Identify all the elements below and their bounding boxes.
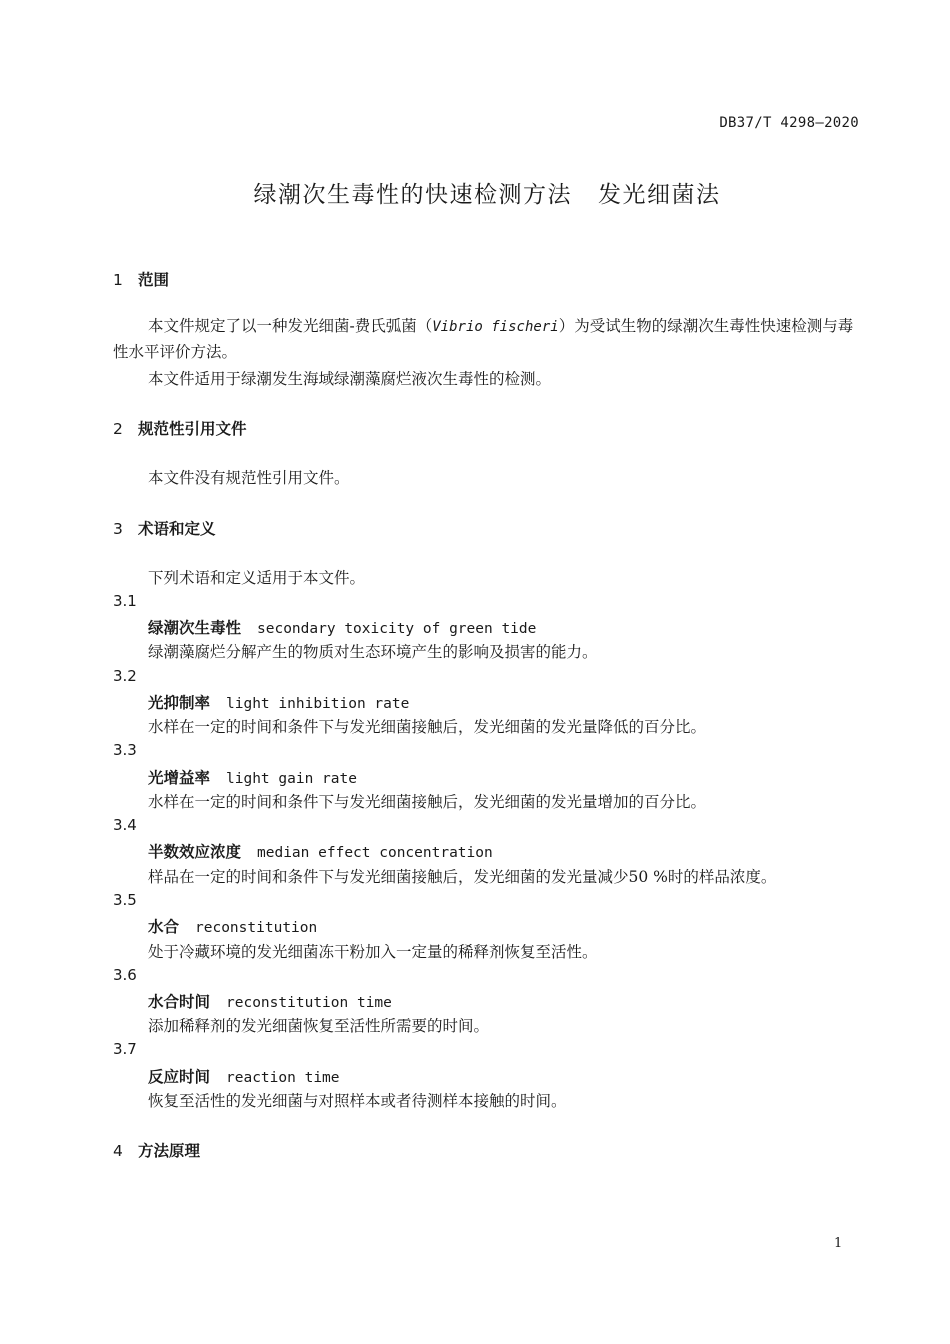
section-number: 4 (113, 1142, 123, 1160)
term-number: 3.6 (113, 966, 137, 984)
species-name: Vibrio fischeri (432, 319, 559, 335)
term-number: 3.2 (113, 667, 137, 685)
page-number: 1 (834, 1236, 843, 1251)
term-definition: 水样在一定的时间和条件下与发光细菌接触后，发光细菌的发光量增加的百分比。 (148, 793, 707, 811)
term-definition: 水样在一定的时间和条件下与发光细菌接触后，发光细菌的发光量降低的百分比。 (148, 718, 707, 736)
term-zh: 半数效应浓度 (148, 843, 242, 861)
term-zh: 绿潮次生毒性 (148, 619, 242, 637)
term-zh: 水合时间 (148, 993, 211, 1011)
term-definition: 样品在一定的时间和条件下与发光细菌接触后，发光细菌的发光量减少50 %时的样品浓度。 (148, 868, 777, 886)
term-definition: 绿潮藻腐烂分解产生的物质对生态环境产生的影响及损害的能力。 (148, 643, 598, 661)
term-heading (148, 915, 317, 937)
section-title: 规范性引用文件 (138, 420, 247, 438)
section-2-paragraph-1: 本文件没有规范性引用文件。 (148, 469, 350, 487)
term-number: 3.4 (113, 816, 137, 834)
title-main: 绿潮次生毒性的快速检测方法 (253, 182, 572, 208)
term-zh: 光抑制率 (148, 694, 211, 712)
term-zh: 光增益率 (148, 769, 211, 787)
term-en: reconstitution time (226, 995, 392, 1011)
term-en: secondary toxicity of green tide (257, 621, 537, 637)
term-heading (148, 840, 493, 862)
term-en: light inhibition rate (226, 696, 410, 712)
term-number: 3.1 (113, 592, 137, 610)
section-title: 范围 (138, 271, 170, 289)
term-heading (148, 616, 536, 638)
text-run: ）为受试生物的绿潮次生毒性快速检测与毒性水平评价方法。 (113, 317, 854, 361)
term-en: reaction time (226, 1070, 340, 1086)
section-number: 2 (113, 420, 123, 438)
term-en: light gain rate (226, 771, 357, 787)
page-title (0, 176, 950, 209)
term-definition: 处于冷藏环境的发光细菌冻干粉加入一定量的稀释剂恢复至活性。 (148, 943, 598, 961)
section-4-heading (113, 1139, 200, 1161)
term-heading (148, 1065, 340, 1087)
term-number: 3.7 (113, 1040, 137, 1058)
section-1-paragraph-2: 本文件适用于绿潮发生海域绿潮藻腐烂液次生毒性的检测。 (148, 370, 552, 388)
section-2-heading (113, 417, 247, 439)
document-code: DB37/T 4298—2020 (719, 115, 859, 131)
term-definition: 添加稀释剂的发光细菌恢复至活性所需要的时间。 (148, 1017, 490, 1035)
section-number: 1 (113, 271, 123, 289)
term-heading (148, 990, 392, 1012)
section-1-heading (113, 268, 169, 290)
term-zh: 水合 (148, 918, 180, 936)
section-3-intro: 下列术语和定义适用于本文件。 (148, 569, 366, 587)
section-title: 术语和定义 (138, 520, 216, 538)
term-definition: 恢复至活性的发光细菌与对照样本或者待测样本接触的时间。 (148, 1092, 567, 1110)
section-1-paragraph-1 (113, 314, 863, 365)
section-number: 3 (113, 520, 123, 538)
term-number: 3.3 (113, 741, 137, 759)
term-heading (148, 691, 409, 713)
term-en: reconstitution (195, 920, 318, 936)
section-title: 方法原理 (138, 1142, 201, 1160)
term-number: 3.5 (113, 891, 137, 909)
term-zh: 反应时间 (148, 1068, 211, 1086)
term-en: median effect concentration (257, 845, 493, 861)
section-3-heading (113, 517, 216, 539)
term-heading (148, 766, 357, 788)
text-run: 本文件规定了以一种发光细菌-费氏弧菌（ (148, 317, 433, 335)
title-sub: 发光细菌法 (598, 182, 721, 208)
